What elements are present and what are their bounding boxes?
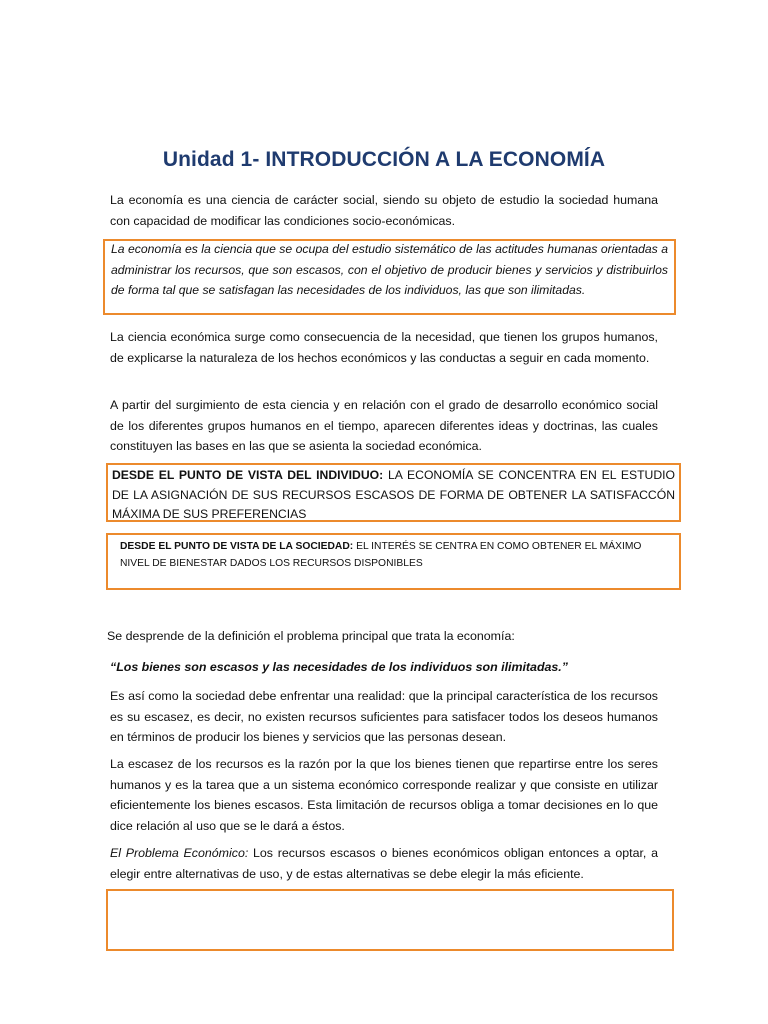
paragraph-desprende: Se desprende de la definición el problema principal que trata la economía:: [107, 629, 515, 643]
paragraph-problema-economico: [110, 843, 658, 884]
box-individuo-heading: DESDE EL PUNTO DE VISTA DEL INDIVIDUO:: [112, 468, 384, 482]
box-sociedad-text: EL INTERÉS SE CENTRA EN COMO OBTENER EL MÁXIMO NIVEL DE BIENESTAR DADOS LOS RECURSOS DISPONIBLES: [120, 541, 642, 569]
paragraph-surgimiento: A partir del surgimiento de esta ciencia y en relación con el grado de desarrollo económico social de los diferentes grupos humanos en el tiempo, aparecen diferentes ideas y doctrinas, las cuales constituyen las bases en las que se asienta la sociedad económica.: [110, 398, 658, 453]
definition-box: [103, 239, 676, 315]
box-sociedad-heading: DESDE EL PUNTO DE VISTA DE LA SOCIEDAD:: [120, 541, 354, 552]
paragraph-escasez: La escasez de los recursos es la razón por la que los bienes tienen que repartirse entre los seres humanos y es la tarea que a un sistema económico corresponde realizar y que consiste en utilizar eficientemente los bienes escasos. Esta limitación de recursos obliga a tomar decisiones en lo que dice relación al uso que se le dará a éstos.: [110, 757, 658, 833]
problema-economico-text: Los recursos escasos o bienes económicos obligan entonces a optar, a elegir entre alternativas de uso, y de estas alternativas se debe elegir la más eficiente.: [110, 846, 658, 881]
paragraph-intro: La economía es una ciencia de carácter social, siendo su objeto de estudio la sociedad humana con capacidad de modificar las condiciones socio-económicas.: [110, 193, 658, 228]
page-title: Unidad 1- INTRODUCCIÓN A LA ECONOMÍA: [162, 148, 606, 171]
paragraph-sociedad-realidad: Es así como la sociedad debe enfrentar una realidad: que la principal característica de los recursos es su escasez, es decir, no existen recursos suficientes para satisfacer todos los deseos humanos en términos de producir los bienes y servicios que las personas desean.: [110, 689, 658, 744]
definition-text: La economía es la ciencia que se ocupa del estudio sistemático de las actitudes humanas orientadas a administrar los recursos, que son escasos, con el objetivo de producir bienes y servicios y distribuirlos de forma tal que se satisfagan las necesidades de los individuos, las que son ilimitadas.: [111, 242, 668, 297]
quote-text: “Los bienes son escasos y las necesidades de los individuos son ilimitadas.”: [110, 660, 568, 674]
problema-economico-lead: El Problema Económico:: [110, 846, 249, 860]
box-sociedad: [106, 533, 681, 590]
empty-box: [106, 889, 674, 951]
paragraph-ciencia-economica: La ciencia económica surge como consecuencia de la necesidad, que tienen los grupos humanos, de explicarse la naturaleza de los hechos económicos y las conductas a seguir en cada momento.: [110, 330, 658, 365]
box-individuo: [106, 463, 681, 522]
box-individuo-text: LA ECONOMÍA SE CONCENTRA EN EL ESTUDIO DE LA ASIGNACIÓN DE SUS RECURSOS ESCASOS DE FORMA DE OBTENER LA SATISFACCÓN MÁXIMA DE SUS PREFERENCIAS: [112, 468, 676, 521]
